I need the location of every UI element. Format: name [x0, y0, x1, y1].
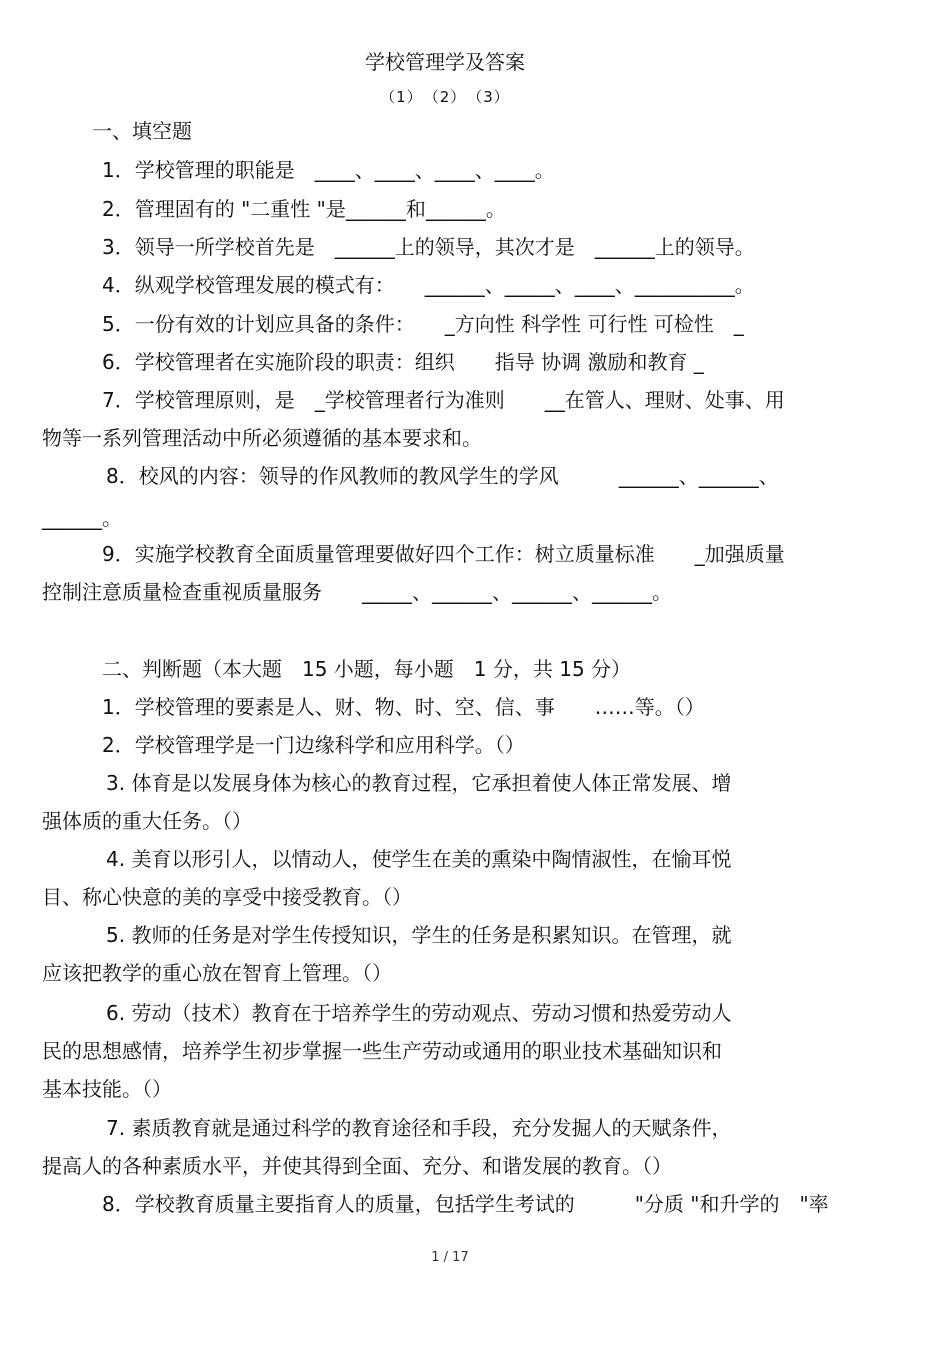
- fill-question-2: 2．管理固有的 "二重性 "是______和______。: [102, 197, 506, 221]
- judge-question-6-line1: 6. 劳动（技术）教育在于培养学生的劳动观点、劳动习惯和热爱劳动人: [106, 1001, 732, 1025]
- judge-question-7-line2: 提高人的各种素质水平，并使其得到全面、充分、和谐发展的教育。（）: [42, 1154, 672, 1178]
- fill-question-9-line1: 9．实施学校教育全面质量管理要做好四个工作：树立质量标准 _加强质量: [102, 542, 785, 566]
- fill-question-5: 5．一份有效的计划应具备的条件： _方向性 科学性 可行性 可检性 _: [102, 312, 744, 336]
- judge-question-4-line2: 目、称心快意的美的享受中接受教育。（）: [42, 885, 412, 909]
- section1-heading: 一、填空题: [92, 119, 192, 143]
- judge-question-3-line1: 3. 体育是以发展身体为核心的教育过程，它承担着使人体正常发展、增: [106, 771, 732, 795]
- document-title: 学校管理学及答案: [365, 50, 525, 74]
- fill-question-8-line1: 8．校风的内容：领导的作风教师的教风学生的学风 ______、______、: [106, 464, 779, 488]
- judge-question-5-line1: 5. 教师的任务是对学生传授知识，学生的任务是积累知识。在管理，就: [106, 923, 732, 947]
- section2-heading: 二、判断题（本大题 15 小题，每小题 1 分，共 15 分）: [102, 657, 632, 681]
- judge-question-5-line2: 应该把教学的重心放在智育上管理。（）: [42, 961, 392, 985]
- fill-question-8-line2: ______。: [42, 506, 122, 530]
- document-subtitle: （1） （2） （3）: [380, 88, 510, 106]
- judge-question-7-line1: 7. 素质教育就是通过科学的教育途径和手段，充分发掘人的天赋条件，: [106, 1116, 732, 1140]
- judge-question-6-line2: 民的思想感情，培养学生初步掌握一些生产劳动或通用的职业技术基础知识和: [42, 1039, 722, 1063]
- judge-question-3-line2: 强体质的重大任务。（）: [42, 809, 252, 833]
- fill-question-7-line1: 7．学校管理原则，是 _学校管理者行为准则 __在管人、理财、处事、用: [102, 388, 785, 412]
- fill-question-6: 6．学校管理者在实施阶段的职责：组织 指导 协调 激励和教育 _: [102, 350, 704, 374]
- fill-question-1: 1．学校管理的职能是 ____、____、____、____。: [102, 158, 555, 182]
- judge-question-1: 1．学校管理的要素是人、财、物、时、空、信、事 ……等。（）: [102, 695, 705, 719]
- judge-question-4-line1: 4. 美育以形引人，以情动人，使学生在美的熏染中陶情淑性，在愉耳悦: [106, 847, 732, 871]
- page-number: 1 / 17: [431, 1250, 469, 1265]
- judge-question-6-line3: 基本技能。（）: [42, 1077, 172, 1101]
- fill-question-9-line2: 控制注意质量检查重视质量服务 _____、______、______、______。: [42, 580, 672, 604]
- fill-question-7-line2: 物等一系列管理活动中所必须遵循的基本要求和。: [42, 426, 482, 450]
- judge-question-8-line1: 8．学校教育质量主要指育人的质量，包括学生考试的 "分质 "和升学的 "率: [102, 1192, 829, 1216]
- fill-question-4: 4．纵观学校管理发展的模式有： ______、_____、____、__________。: [102, 273, 755, 297]
- judge-question-2: 2．学校管理学是一门边缘科学和应用科学。（）: [102, 733, 525, 757]
- fill-question-3: 3．领导一所学校首先是 ______上的领导，其次才是 ______上的领导。: [102, 235, 755, 259]
